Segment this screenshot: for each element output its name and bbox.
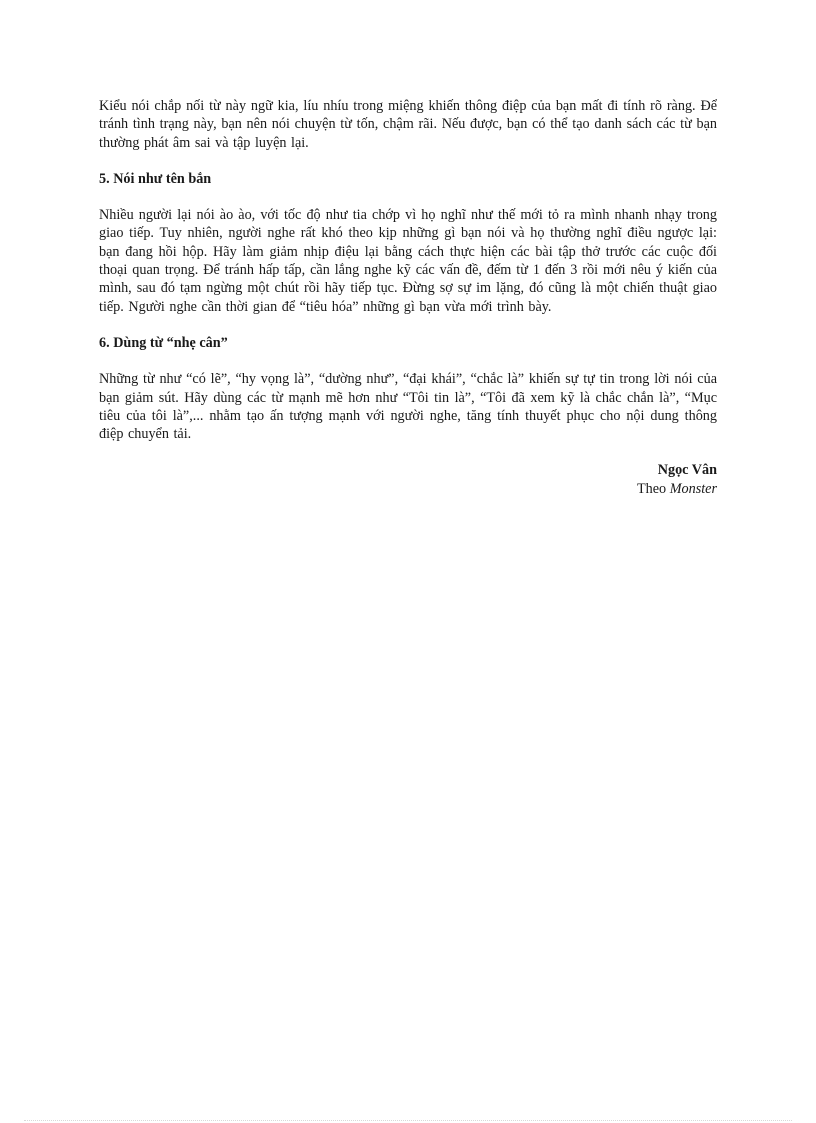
- page-bottom-divider: [24, 1120, 792, 1121]
- author-name: Ngọc Vân: [657, 462, 717, 479]
- section-6-heading: 6. Dùng từ “nhẹ cân”: [99, 334, 228, 351]
- source-line: [99, 480, 717, 498]
- section-5-paragraph: Nhiều người lại nói ào ào, với tốc độ như tia chớp vì họ nghĩ như thế mới tỏ ra mình nhanh nhạy trong giao tiếp. Tuy nhiên, người nghe rất khó theo kịp những gì bạn nói và họ thường nghĩ điều ngược lại: bạn đang hồi hộp. Hãy làm giảm nhịp điệu lại bằng cách thực hiện các bài tập thở trước các cuộc đối thoại quan trọng. Để tránh hấp tấp, cần lắng nghe kỹ các vấn đề, đếm từ 1 đến 3 rồi mới nêu ý kiến của mình, sau đó tạm ngừng một chút rồi hãy tiếp tục. Đừng sợ sự im lặng, đó cũng là một chiến thuật giao tiếp. Người nghe cần thời gian để “tiêu hóa” những gì bạn vừa mới trình bày.: [99, 207, 717, 315]
- signature-block: [99, 461, 717, 498]
- source-name: Monster: [669, 480, 717, 497]
- source-prefix: Theo: [637, 480, 670, 497]
- section-6-paragraph: Những từ như “có lẽ”, “hy vọng là”, “dường như”, “đại khái”, “chắc là” khiến sự tự tin trong lời nói của bạn giảm sút. Hãy dùng các từ mạnh mẽ hơn như “Tôi tin là”, “Tôi đã xem kỹ là chắc chắn là”, “Mục tiêu của tôi là”,... nhằm tạo ấn tượng mạnh với người nghe, tăng tính thuyết phục cho nội dung thông điệp chuyển tải.: [99, 371, 717, 443]
- document-body: [99, 97, 717, 498]
- intro-paragraph: Kiểu nói chắp nối từ này ngữ kia, líu nhíu trong miệng khiến thông điệp của bạn mất đi tính rõ ràng. Để tránh tình trạng này, bạn nên nói chuyện từ tốn, chậm rãi. Nếu được, bạn có thể tạo danh sách các từ bạn thường phát âm sai và tập luyện lại.: [99, 98, 717, 151]
- section-5-heading: 5. Nói như tên bắn: [99, 170, 212, 187]
